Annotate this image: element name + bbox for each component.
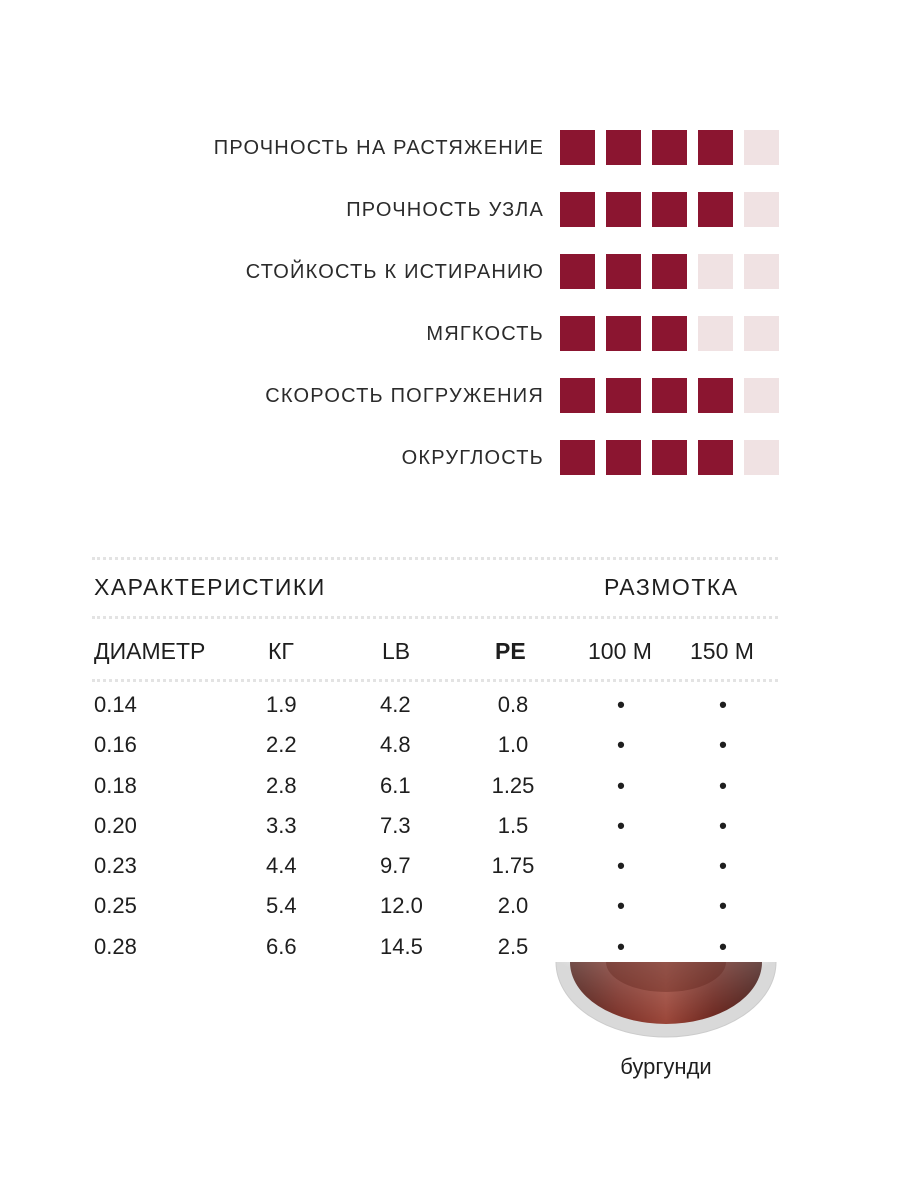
cell-100m: • — [617, 812, 625, 838]
rating-block-filled — [698, 130, 733, 165]
header-pe: PE — [495, 638, 526, 664]
cell-lb: 12.0 — [380, 893, 423, 919]
cell-diameter: 0.14 — [94, 692, 137, 717]
rating-block-filled — [698, 378, 733, 413]
cell-pe: 0.8 — [497, 692, 529, 717]
cell-150m: • — [719, 772, 727, 798]
spool-title: РАЗМОТКА — [604, 574, 739, 600]
rating-block-empty — [744, 440, 779, 475]
rating-label: МЯГКОСТЬ — [426, 323, 544, 345]
rating-block-filled — [652, 254, 687, 289]
cell-lb: 4.8 — [380, 732, 411, 758]
separator-middle — [92, 616, 778, 619]
rating-block-filled — [606, 192, 641, 227]
cell-kg: 2.8 — [266, 772, 297, 798]
rating-block-filled — [698, 192, 733, 227]
rating-block-filled — [606, 378, 641, 413]
cell-diameter: 0.23 — [94, 853, 137, 879]
cell-pe: 1.5 — [497, 812, 529, 838]
cell-diameter: 0.20 — [94, 812, 137, 838]
cell-diameter: 0.16 — [94, 732, 137, 758]
cell-150m: • — [719, 692, 727, 717]
rating-row — [0, 376, 900, 438]
rating-block-filled — [652, 130, 687, 165]
cell-150m: • — [719, 732, 727, 758]
rating-block-empty — [698, 316, 733, 351]
rating-row — [0, 252, 900, 314]
rating-block-filled — [560, 130, 595, 165]
table-row — [0, 730, 900, 770]
cell-pe: 1.0 — [497, 732, 529, 758]
rating-row — [0, 438, 900, 500]
rating-row — [0, 128, 900, 190]
spool-image — [555, 962, 777, 1038]
header-kg: КГ — [268, 638, 294, 664]
cell-150m: • — [719, 933, 727, 959]
separator-top — [92, 557, 778, 560]
header-diameter: ДИАМЕТР — [94, 638, 206, 664]
rating-label: ПРОЧНОСТЬ НА РАСТЯЖЕНИЕ — [213, 137, 544, 159]
cell-kg: 1.9 — [266, 692, 297, 717]
cell-lb: 4.2 — [380, 692, 411, 717]
cell-lb: 6.1 — [380, 772, 411, 798]
table-row — [0, 771, 900, 811]
rating-row — [0, 314, 900, 376]
rating-block-empty — [744, 130, 779, 165]
rating-block-empty — [744, 316, 779, 351]
table-row — [0, 690, 900, 730]
rating-block-filled — [560, 192, 595, 227]
rating-block-filled — [606, 254, 641, 289]
rating-block-filled — [606, 316, 641, 351]
cell-pe: 2.5 — [497, 933, 529, 959]
rating-row — [0, 190, 900, 252]
rating-block-filled — [652, 378, 687, 413]
rating-label: ОКРУГЛОСТЬ — [401, 447, 544, 469]
rating-blocks — [560, 378, 779, 413]
table-row — [0, 811, 900, 851]
header-lb: LB — [382, 638, 411, 664]
rating-block-filled — [698, 440, 733, 475]
rating-label: ПРОЧНОСТЬ УЗЛА — [346, 199, 544, 221]
rating-label: СТОЙКОСТЬ К ИСТИРАНИЮ — [245, 261, 544, 283]
cell-100m: • — [617, 853, 625, 879]
cell-pe: 1.75 — [491, 853, 535, 879]
cell-lb: 7.3 — [380, 812, 411, 838]
cell-100m: • — [617, 893, 625, 919]
rating-block-empty — [698, 254, 733, 289]
cell-pe: 1.25 — [491, 772, 535, 798]
rating-block-filled — [652, 192, 687, 227]
separator-bottom — [92, 679, 778, 682]
cell-lb: 14.5 — [380, 933, 423, 959]
color-name: бургунди — [620, 1054, 712, 1079]
rating-blocks — [560, 254, 779, 289]
rating-label: СКОРОСТЬ ПОГРУЖЕНИЯ — [265, 385, 544, 407]
cell-lb: 9.7 — [380, 853, 411, 879]
specs-title: ХАРАКТЕРИСТИКИ — [94, 574, 326, 600]
rating-block-filled — [560, 316, 595, 351]
cell-100m: • — [617, 732, 625, 758]
cell-kg: 3.3 — [266, 812, 297, 838]
cell-150m: • — [719, 853, 727, 879]
cell-150m: • — [719, 893, 727, 919]
cell-kg: 4.4 — [266, 853, 297, 879]
cell-diameter: 0.25 — [94, 893, 137, 919]
rating-block-empty — [744, 378, 779, 413]
rating-blocks — [560, 440, 779, 475]
rating-blocks — [560, 192, 779, 227]
rating-block-filled — [560, 254, 595, 289]
rating-block-filled — [652, 440, 687, 475]
table-row — [0, 851, 900, 891]
table-row — [0, 891, 900, 931]
rating-block-filled — [606, 130, 641, 165]
cell-100m: • — [617, 692, 625, 717]
rating-block-filled — [560, 440, 595, 475]
header-100m: 100 М — [588, 638, 652, 664]
rating-block-empty — [744, 192, 779, 227]
cell-pe: 2.0 — [497, 893, 529, 919]
spec-table-body — [0, 690, 900, 972]
rating-block-filled — [606, 440, 641, 475]
rating-block-empty — [744, 254, 779, 289]
cell-kg: 6.6 — [266, 933, 297, 959]
rating-blocks — [560, 130, 779, 165]
rating-blocks — [560, 316, 779, 351]
rating-block-filled — [560, 378, 595, 413]
cell-100m: • — [617, 933, 625, 959]
rating-block-filled — [652, 316, 687, 351]
header-150m: 150 М — [690, 638, 754, 664]
cell-diameter: 0.28 — [94, 933, 137, 959]
ratings-section — [0, 128, 900, 500]
cell-kg: 2.2 — [266, 732, 297, 758]
cell-kg: 5.4 — [266, 893, 297, 919]
cell-100m: • — [617, 772, 625, 798]
cell-150m: • — [719, 812, 727, 838]
cell-diameter: 0.18 — [94, 772, 137, 798]
